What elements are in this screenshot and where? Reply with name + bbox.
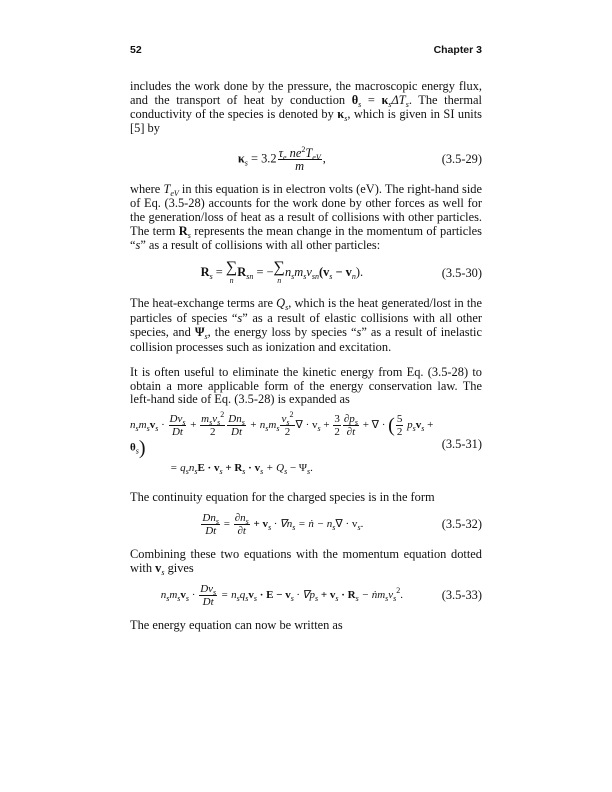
equation-3-5-30-row	[130, 260, 482, 286]
equation-3-5-29: $\kappa_s = 3.2$ $\frac{\tau_e ne^2T_{eV}}{m}$ ,	[237, 145, 326, 173]
equation-3-5-29-row	[130, 147, 482, 172]
equation-number: (3.5-31)	[441, 436, 482, 451]
equation-3-5-30: $R_s$ = ∑ n $R_{sn}$ = − ∑ n $n_sm_s\nu_{sn}(v_s - v_n)$.	[200, 259, 364, 285]
equation-3-5-31-line-1: $n_sm_sv_s$ · $\frac{Dv_s}{Dt}$ + $\frac{m_sv_s^2}{2}$ $\frac{Dn_s}{Dt}$ + $n_sm_s$ $\frac{v_s^2}{2}$ ∇ · $v_s$ + $\frac{3}{2}$ $\frac{\partial p_s}{\partial t}$ + ∇ · ( $\frac{5}{2}$ $p_sv_s + \theta_s$)	[130, 409, 434, 459]
equation-3-5-33-row	[130, 583, 482, 608]
running-header	[130, 44, 482, 57]
chapter-header: Chapter 3	[433, 44, 482, 56]
paragraph-4: It is often useful to eliminate the kinetic energy from Eq. (3.5-28) to obtain a more applicable form of the energy conservation law. The left-hand side of Eq. (3.5-28) is expanded as	[130, 365, 482, 406]
equation-3-5-32: $\frac{Dn_s}{Dt}$ = $\frac{\partial n_s}{\partial t}$ + $v_s \cdot \nabla n_s$ = ṅ − $n_s\nabla \cdot v_s$.	[202, 511, 364, 537]
paragraph-5: The continuity equation for the charged species is in the form	[130, 489, 435, 504]
paragraph-7: The energy equation can now be written as	[130, 617, 343, 632]
equation-3-5-32-row	[130, 512, 482, 537]
equation-number: (3.5-32)	[441, 516, 482, 531]
equation-3-5-31-row	[130, 409, 482, 476]
paragraph-2: where $T_{eV}$ in this equation is in electron volts (eV). The right-hand side of Eq. (3.5-28) accounts for the work done by other forces as well for the generation/loss of heat as a result of collisions with other particles. The term $R_s$ represents the mean change in the momentum of particles “s” as a result of collisions with all other particles:	[130, 182, 483, 252]
page-number: 52	[130, 44, 142, 56]
paragraph-3: The heat-exchange terms are $Q_s$, which is the heat generated/lost in the particles of species “s” as a result of elastic collisions with all other species, and $\Psi_s$, the energy loss by species “s” as a result of inelastic collision processes such as ionization and excitation.	[130, 296, 482, 354]
equation-3-5-31-line-2: = $q_sn_sE \cdot v_s + R_s \cdot v_s + Q_s - \Psi_s$.	[170, 461, 313, 476]
equation-number: (3.5-30)	[441, 265, 482, 280]
equation-number: (3.5-29)	[441, 152, 482, 166]
equation-3-5-31	[130, 409, 434, 476]
paragraph-1: includes the work done by the pressure, the macroscopic energy flux, and the transport of heat by conduction $\theta_s = \kappa_s\Delta T_s$. The thermal conductivity of the species is denoted by $\kappa_s$, which is given in SI units [5] by	[130, 79, 483, 135]
equation-number: (3.5-33)	[441, 587, 482, 602]
equation-3-5-33: $n_sm_sv_s$ · $\frac{Dv_s}{Dt}$ = $n_sq_sv_s \cdot E - v_s \cdot \nabla p_s + v_s \cdot R_s$ − $ṅm_sv_s^2$.	[160, 582, 404, 608]
paragraph-6: Combining these two equations with the momentum equation dotted with $v_s$ gives	[130, 546, 482, 577]
text-column	[130, 44, 482, 632]
